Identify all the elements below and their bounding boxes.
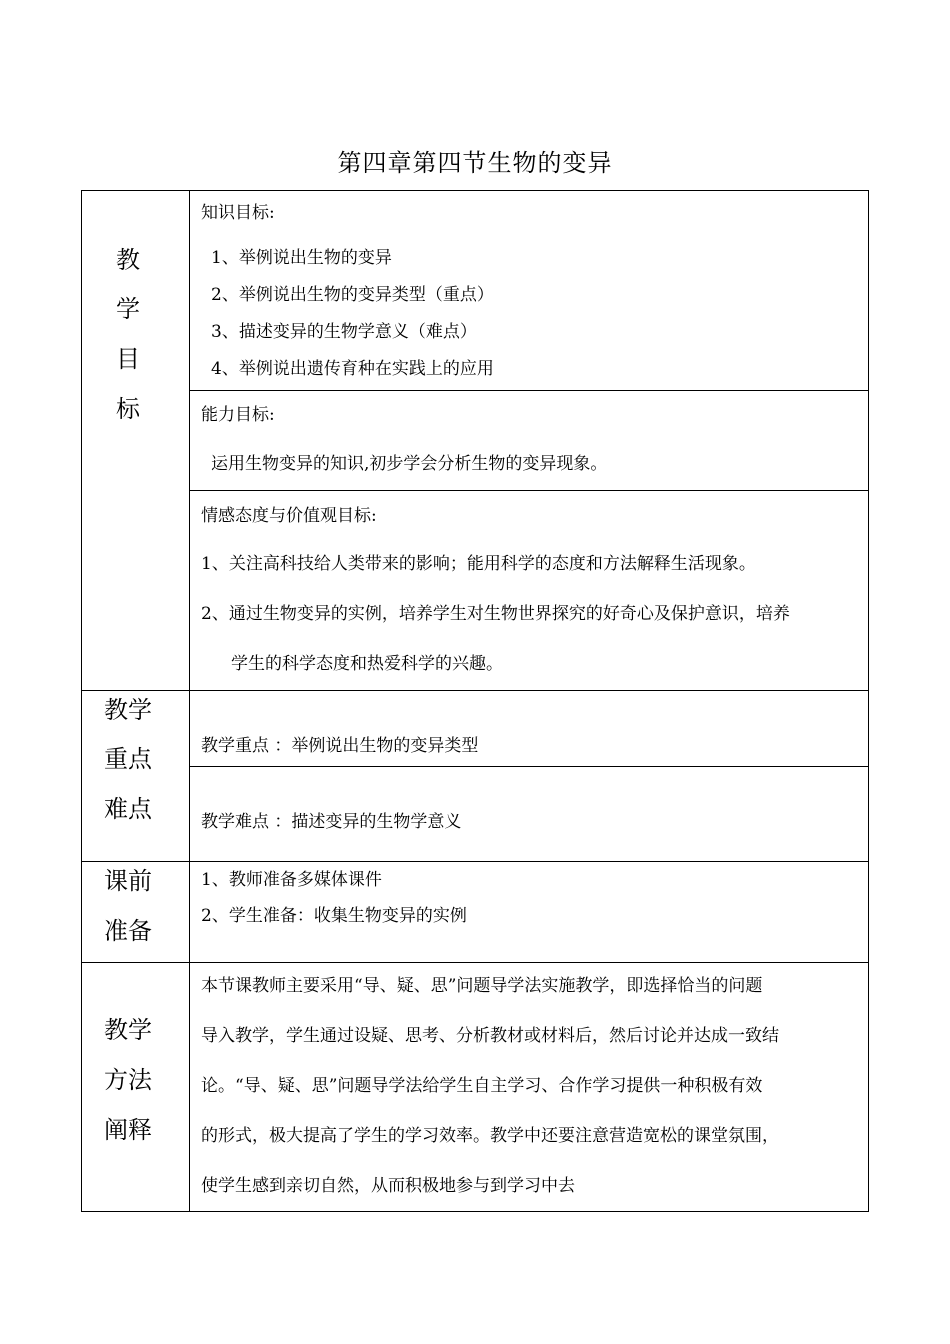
preparation-item: 2、学生准备：收集生物变异的实例 bbox=[201, 906, 467, 926]
column-divider bbox=[189, 190, 190, 1212]
key-points-label: 重点 bbox=[104, 745, 152, 773]
method-label: 教学 bbox=[104, 1016, 152, 1044]
lesson-plan-table bbox=[81, 190, 869, 1212]
method-text-line: 使学生感到亲切自然，从而积极地参与到学习中去 bbox=[201, 1176, 575, 1196]
attitude-item: 1、关注高科技给人类带来的影响；能用科学的态度和方法解释生活现象。 bbox=[201, 554, 756, 574]
attitude-item-continued: 学生的科学态度和热爱科学的兴趣。 bbox=[231, 654, 503, 674]
section-divider bbox=[81, 962, 869, 963]
teaching-difficulty: 教学难点 ：描述变异的生物学意义 bbox=[201, 812, 462, 832]
method-text-line: 本节课教师主要采用“导、疑、思”问题导学法实施教学，即选择恰当的问题 bbox=[201, 976, 763, 996]
teaching-focus: 教学重点 ：举例说出生物的变异类型 bbox=[201, 736, 479, 756]
method-text-line: 导入教学，学生通过设疑、思考、分析教材或材料后，然后讨论并达成一致结 bbox=[201, 1026, 779, 1046]
method-label: 阐释 bbox=[104, 1116, 152, 1144]
method-label: 方法 bbox=[104, 1066, 152, 1094]
preparation-label: 准备 bbox=[104, 917, 152, 945]
section-divider bbox=[81, 690, 869, 691]
knowledge-item: 1、举例说出生物的变异 bbox=[211, 248, 392, 268]
preparation-item: 1、教师准备多媒体课件 bbox=[201, 870, 382, 890]
row-divider bbox=[189, 490, 869, 491]
method-text-line: 的形式，极大提高了学生的学习效率。教学中还要注意营造宽松的课堂氛围， bbox=[201, 1126, 779, 1146]
method-text-line: 论。“导、疑、思”问题导学法给学生自主学习、合作学习提供一种积极有效 bbox=[201, 1076, 763, 1096]
attitude-heading: 情感态度与价值观目标: bbox=[201, 506, 377, 526]
objectives-label-char: 学 bbox=[116, 295, 140, 323]
row-divider bbox=[189, 390, 869, 391]
preparation-label: 课前 bbox=[104, 867, 152, 895]
objectives-label-char: 标 bbox=[116, 395, 140, 423]
section-divider bbox=[81, 861, 869, 862]
attitude-item: 2、通过生物变异的实例，培养学生对生物世界探究的好奇心及保护意识，培养 bbox=[201, 604, 790, 624]
knowledge-item: 2、举例说出生物的变异类型（重点） bbox=[211, 285, 494, 305]
objectives-label-char: 目 bbox=[116, 345, 140, 373]
objectives-label-char: 教 bbox=[116, 246, 140, 274]
knowledge-item: 3、描述变异的生物学意义（难点） bbox=[211, 322, 477, 342]
key-points-label: 难点 bbox=[104, 795, 152, 823]
ability-text: 运用生物变异的知识,初步学会分析生物的变异现象。 bbox=[211, 454, 608, 474]
row-divider bbox=[189, 766, 869, 767]
ability-heading: 能力目标: bbox=[201, 405, 275, 425]
page-title: 第四章第四节生物的变异 bbox=[337, 149, 613, 177]
key-points-label: 教学 bbox=[104, 696, 152, 724]
knowledge-item: 4、举例说出遗传育种在实践上的应用 bbox=[211, 359, 494, 379]
knowledge-heading: 知识目标: bbox=[201, 203, 275, 223]
